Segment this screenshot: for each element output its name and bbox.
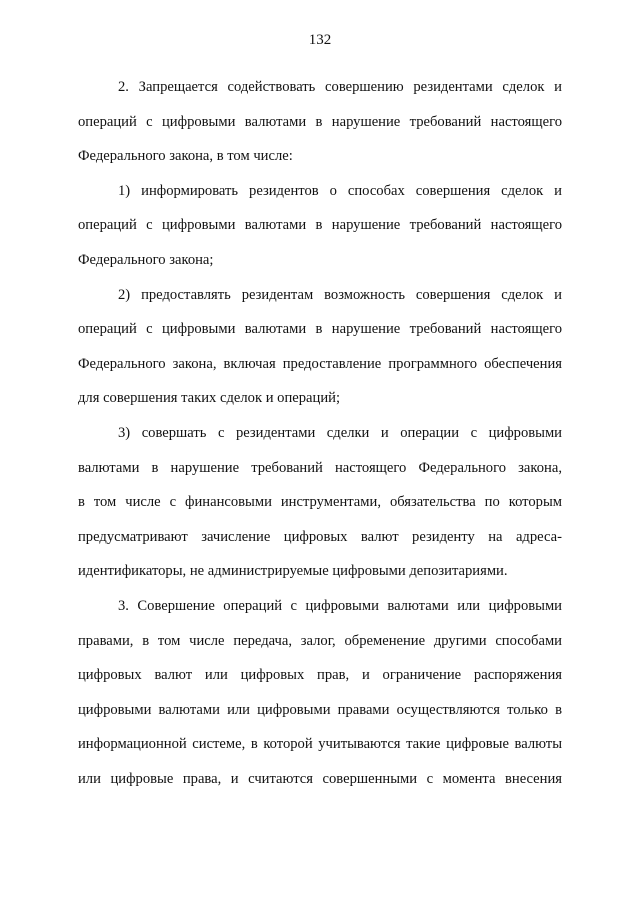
text-line: Федерального закона; <box>78 251 214 268</box>
paragraph-3 <box>78 589 562 797</box>
text-line: предусматривают зачисление цифровых валют резиденту на адреса- <box>78 528 562 545</box>
paragraph-2 <box>78 70 562 174</box>
list-item-3 <box>78 416 562 589</box>
text-line: идентификаторы, не администрируемые цифровыми депозитариями. <box>78 563 508 580</box>
text-line: или цифровые права, и считаются совершенными с момента внесения <box>78 770 562 787</box>
text-line: 2) предоставлять резидентам возможность совершения сделок и <box>118 286 562 303</box>
text-line: 3) совершать с резидентами сделки и операции с цифровыми <box>118 424 562 441</box>
page-number: 132 <box>308 32 332 48</box>
text-line: цифровыми валютами или цифровыми правами осуществляются только в <box>78 701 562 718</box>
text-line: операций с цифровыми валютами в нарушение требований настоящего <box>78 113 562 130</box>
text-line: цифровых валют или цифровых прав, и ограничение распоряжения <box>78 667 562 684</box>
text-line: Федерального закона, в том числе: <box>78 148 293 165</box>
text-line: информационной системе, в которой учитываются такие цифровые валюты <box>78 736 562 753</box>
text-line: 2. Запрещается содействовать совершению резидентами сделок и <box>118 79 562 95</box>
text-line: правами, в том числе передача, залог, обременение другими способами <box>78 632 562 649</box>
text-line: в том числе с финансовыми инструментами, обязательства по которым <box>78 494 562 511</box>
body-text <box>78 70 562 796</box>
text-line: Федерального закона, включая предоставление программного обеспечения <box>78 355 562 372</box>
text-line: операций с цифровыми валютами в нарушение требований настоящего <box>78 321 562 338</box>
text-line: для совершения таких сделок и операций; <box>78 390 340 407</box>
list-item-2 <box>78 278 562 416</box>
text-line: валютами в нарушение требований настоящего Федерального закона, <box>78 459 562 476</box>
text-line: операций с цифровыми валютами в нарушение требований настоящего <box>78 217 562 234</box>
text-line: 1) информировать резидентов о способах совершения сделок и <box>118 182 562 199</box>
list-item-1 <box>78 174 562 278</box>
text-line: 3. Совершение операций с цифровыми валютами или цифровыми <box>118 597 562 614</box>
